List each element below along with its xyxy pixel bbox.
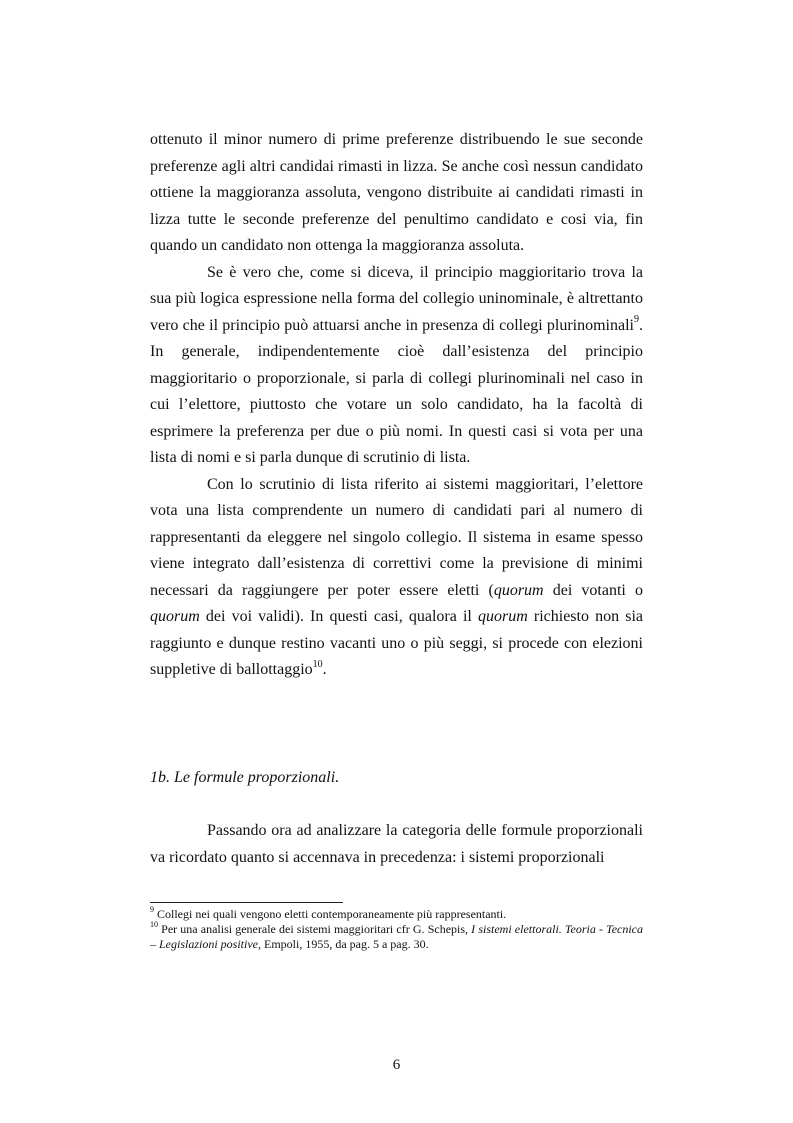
section-text	[150, 818, 643, 871]
footnote-9	[150, 907, 643, 922]
footnote-10	[150, 922, 643, 952]
paragraph-1: ottenuto il minor numero di prime preferenze distribuendo le sue seconde preferenze agli altri candidai rimasti in lizza. Se anche così nessun candidato ottiene la maggioranza assoluta, vengono distribuite ai candidati rimasti in lizza tutte le seconde preferenze del penultimo candidato e cosi via, fin quando un candidato non ottenga la maggioranza assoluta.	[150, 131, 643, 254]
paragraph-2	[150, 260, 643, 472]
footnote-ref-9[interactable]: 9	[634, 314, 639, 326]
paragraph-3	[150, 472, 643, 684]
paragraph-3-end: .	[322, 661, 327, 678]
paragraph-3-text-b: dei votanti o	[543, 581, 644, 599]
footnote-text: Empoli, 1955, da pag. 5 a pag. 30.	[261, 937, 429, 951]
footnote-text: Per una analisi generale dei sistemi maggioritari cfr G. Schepis,	[158, 922, 472, 936]
term-quorum: quorum	[477, 608, 528, 625]
section-paragraph-1: Passando ora ad analizzare la categoria delle formule proporzionali va ricordato quanto si accennava in precedenza: i sistemi proporzionali	[150, 822, 643, 866]
footnote-ref-10[interactable]: 10	[312, 658, 323, 670]
footnote-number: 10	[150, 920, 158, 929]
footnote-divider	[150, 902, 343, 903]
main-text	[150, 127, 643, 684]
term-quorum: quorum	[150, 608, 200, 625]
paragraph-2-text: Se è vero che, come si diceva, il principio maggioritario trova la sua più logica espressione nella forma del collegio uninominale, è altrettanto vero che il principio può attuarsi anche in presenza di collegi plurinominali	[150, 263, 643, 334]
paragraph-3-text-c: dei voi validi). In questi casi, qualora il	[199, 608, 478, 625]
footnote-text: Collegi nei quali vengono eletti contemporaneamente più rappresentanti.	[154, 907, 507, 921]
section-heading: 1b. Le formule proporzionali.	[150, 769, 340, 786]
paragraph-2-tail: . In generale, indipendentemente cioè dall’esistenza del principio maggioritario o proporzionale, si parla di collegi plurinominali nel caso in cui l’elettore, piuttosto che votare un solo candidato, ha la facoltà di esprimere la preferenza per due o più nomi. In questi casi si vota per una lista di nomi e si parla dunque di scrutinio di lista.	[150, 316, 643, 466]
paragraph-3-text-a: Con lo scrutinio di lista riferito ai sistemi maggioritari, l’elettore vota una lista comprendente un numero di candidati pari al numero di rappresentanti da eleggere nel singolo collegio. Il sistema in esame spesso viene integrato dall’esistenza di correttivi come la previsione di minimi necessari da raggiungere per poter essere eletti (	[150, 475, 643, 599]
footnotes	[150, 907, 643, 952]
footnote-book-title: I sistemi elettorali. Teoria - Tecnica – Legislazioni positive,	[150, 922, 643, 951]
page-number: 6	[392, 1057, 401, 1073]
footnote-number: 9	[150, 905, 154, 914]
paragraph-3-text-d: richiesto non sia raggiunto e dunque restino vacanti uno o più seggi, si procede con elezioni suppletive di ballottaggio	[150, 608, 643, 678]
term-quorum: quorum	[493, 581, 544, 599]
